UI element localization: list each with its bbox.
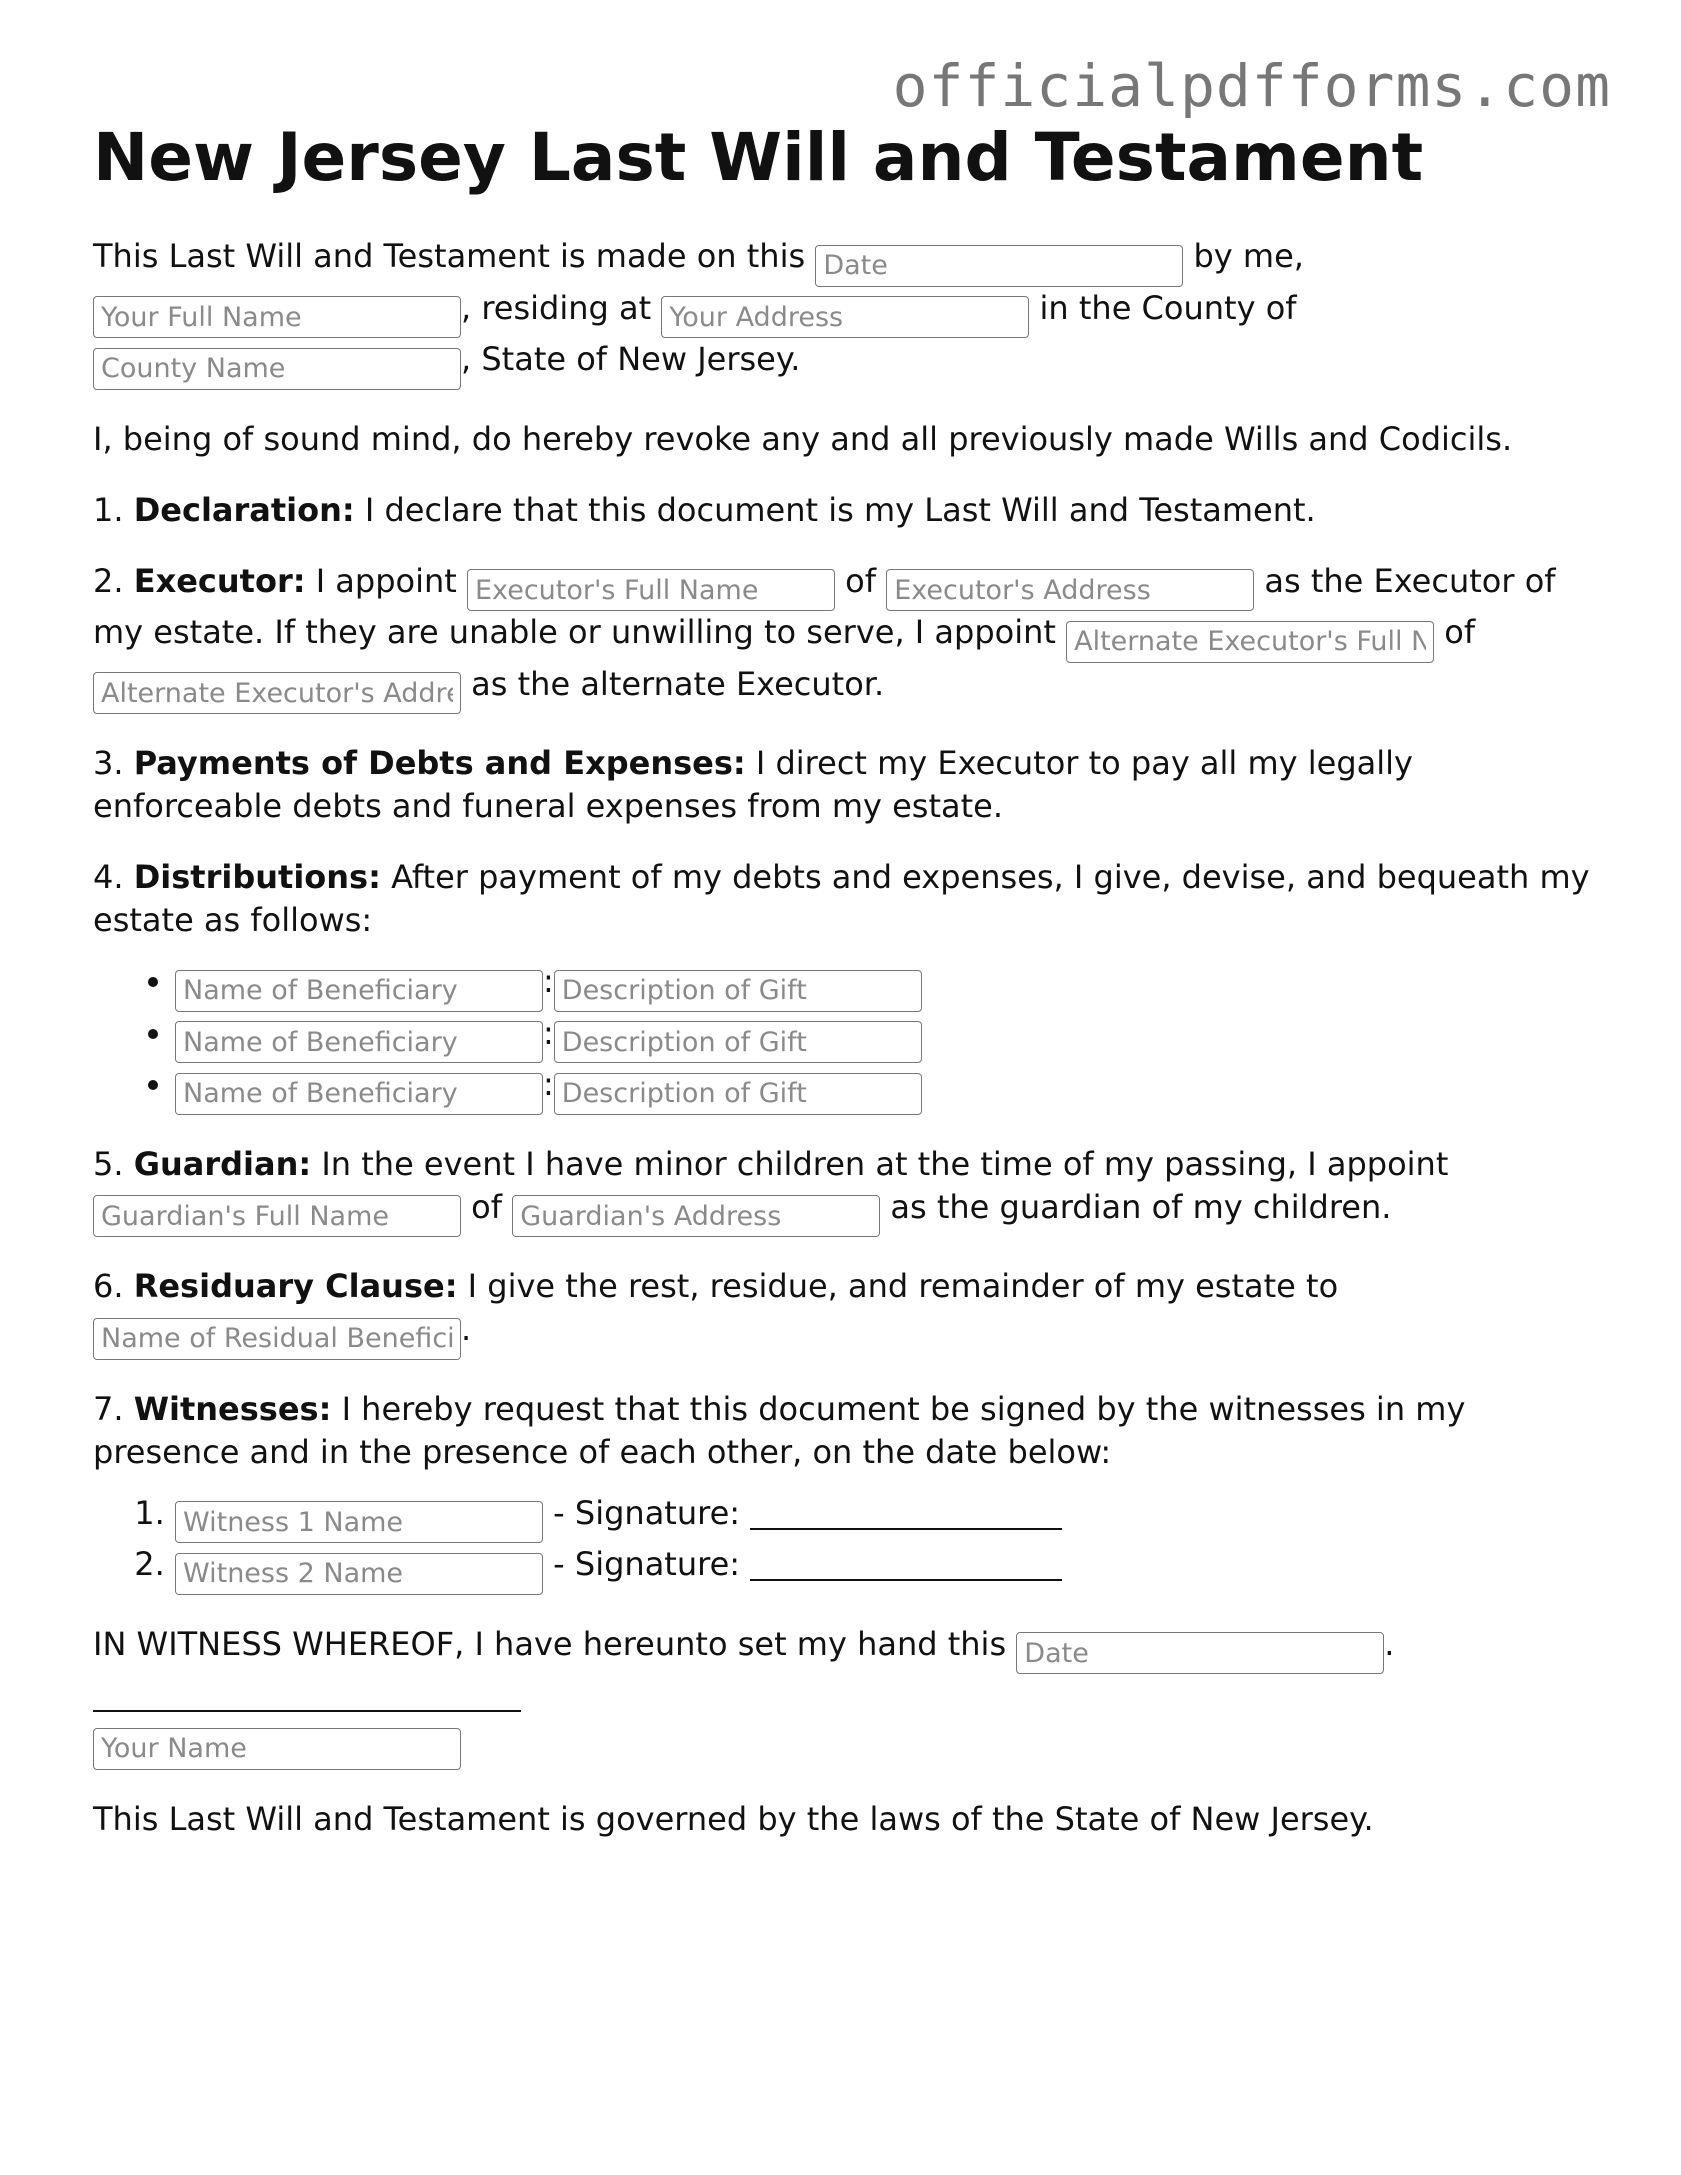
testator-block: [93, 1718, 1593, 1770]
intro-text-4: in the County of: [1039, 288, 1297, 327]
executor-text-5: as the alternate Executor.: [471, 664, 885, 703]
witness-2-signature-line: [750, 1549, 1062, 1581]
alternate-executor-address-input[interactable]: [93, 672, 461, 714]
intro-text-5: , State of New Jersey.: [461, 340, 801, 378]
list-item: [175, 1543, 1593, 1595]
gift-description-input[interactable]: [554, 1073, 922, 1115]
guardian-address-input[interactable]: [512, 1195, 880, 1237]
beneficiary-name-input[interactable]: [175, 1073, 543, 1115]
executor-text-4: of: [1444, 613, 1476, 651]
intro-text-3: , residing at: [461, 288, 652, 327]
will-document: [93, 118, 1593, 1869]
executor-name-input[interactable]: [467, 569, 835, 611]
declaration-number: 1.: [93, 490, 124, 529]
testator-signature-line: [93, 1708, 521, 1712]
executor-heading: Executor:: [133, 561, 306, 600]
testator-name-input[interactable]: [93, 1728, 461, 1770]
residuary-section: [93, 1265, 1593, 1360]
debts-number: 3.: [93, 744, 124, 782]
distributions-heading: Distributions:: [133, 858, 381, 896]
guardian-section: [93, 1143, 1593, 1238]
county-input[interactable]: [93, 348, 461, 390]
witness-1-name-input[interactable]: [175, 1501, 543, 1543]
guardian-number: 5.: [93, 1144, 124, 1183]
beneficiary-name-input[interactable]: [175, 970, 543, 1012]
residuary-text-2: .: [461, 1310, 472, 1348]
declaration-text: I declare that this document is my Last Will and Testament.: [364, 490, 1316, 529]
residuary-number: 6.: [93, 1267, 124, 1305]
witnesses-number: 7.: [93, 1389, 124, 1428]
executor-text-2: of: [845, 561, 877, 600]
list-item: [175, 1012, 1593, 1064]
gift-description-input[interactable]: [554, 1021, 922, 1063]
witness-list: [93, 1492, 1593, 1595]
signing-date-input[interactable]: [1016, 1632, 1384, 1674]
in-witness-paragraph: [93, 1623, 1593, 1675]
in-witness-text-1: IN WITNESS WHEREOF, I have hereunto set my hand this: [93, 1624, 1007, 1663]
signature-label: - Signature:: [553, 1493, 741, 1532]
guardian-name-input[interactable]: [93, 1195, 461, 1237]
intro-text-1: This Last Will and Testament is made on this: [93, 237, 806, 275]
watermark: officialpdfforms.com: [892, 52, 1611, 120]
witness-1-signature-line: [750, 1498, 1062, 1530]
residual-beneficiary-input[interactable]: [93, 1318, 461, 1360]
executor-text-1: I appoint: [315, 561, 457, 600]
executor-address-input[interactable]: [886, 569, 1254, 611]
in-witness-text-2: .: [1384, 1624, 1395, 1663]
intro-paragraph: [93, 235, 1593, 390]
debts-text: I direct my Executor to pay all my legally enforceable debts and funeral expenses from my estate.: [93, 744, 1413, 825]
witness-2-name-input[interactable]: [175, 1553, 543, 1595]
signature-label: - Signature:: [553, 1545, 741, 1583]
intro-text-2: by me,: [1193, 237, 1304, 275]
page-title: New Jersey Last Will and Testament: [93, 119, 1424, 196]
gift-separator: :: [543, 962, 554, 1000]
revocation-paragraph: I, being of sound mind, do hereby revoke any and all previously made Wills and Codicils.: [93, 419, 1513, 458]
debts-section: [93, 742, 1593, 828]
guardian-heading: Guardian:: [133, 1144, 312, 1183]
will-date-input[interactable]: [815, 245, 1183, 287]
distributions-number: 4.: [93, 858, 124, 896]
list-item: [175, 1492, 1593, 1544]
executor-number: 2.: [93, 561, 124, 600]
guardian-text-3: as the guardian of my children.: [890, 1187, 1392, 1226]
full-name-input[interactable]: [93, 296, 461, 338]
guardian-text-2: of: [471, 1187, 503, 1226]
beneficiary-name-input[interactable]: [175, 1021, 543, 1063]
witnesses-heading: Witnesses:: [133, 1389, 332, 1428]
distributions-section: [93, 856, 1593, 942]
address-input[interactable]: [661, 296, 1029, 338]
declaration-heading: Declaration:: [133, 490, 355, 529]
gift-separator: :: [543, 1013, 554, 1052]
distributions-text: After payment of my debts and expenses, I give, devise, and bequeath my estate as follows:: [93, 858, 1590, 939]
gift-separator: :: [543, 1065, 554, 1103]
list-item: [175, 1063, 1593, 1115]
witnesses-text: I hereby request that this document be signed by the witnesses in my presence and in the presence of each other, on the date below:: [93, 1389, 1466, 1471]
executor-section: [93, 560, 1593, 715]
declaration-section: [93, 489, 1593, 532]
alternate-executor-name-input[interactable]: [1066, 621, 1434, 663]
gift-list: [93, 960, 1593, 1115]
executor-text-3: as the Executor of my estate. If they are unable or unwilling to serve, I appoint: [93, 561, 1556, 651]
guardian-text-1: In the event I have minor children at the time of my passing, I appoint: [321, 1144, 1449, 1183]
residuary-heading: Residuary Clause:: [133, 1267, 458, 1305]
witnesses-section: [93, 1388, 1593, 1474]
debts-heading: Payments of Debts and Expenses:: [133, 744, 746, 782]
residuary-text-1: I give the rest, residue, and remainder of my estate to: [467, 1267, 1339, 1305]
gift-description-input[interactable]: [554, 970, 922, 1012]
list-item: [175, 960, 1593, 1012]
governing-law-paragraph: This Last Will and Testament is governed by the laws of the State of New Jersey.: [93, 1799, 1374, 1838]
